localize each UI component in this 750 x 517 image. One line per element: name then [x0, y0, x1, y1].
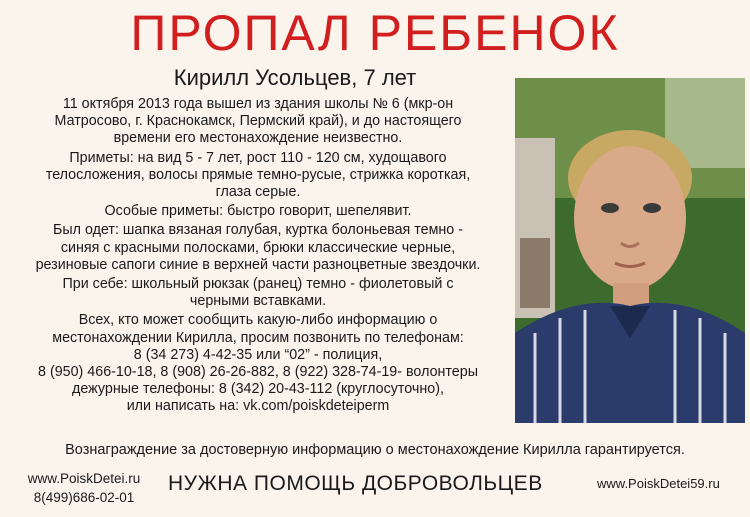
text-line: Приметы: на вид 5 - 7 лет, рост 110 - 120 см, худощавого	[69, 149, 447, 166]
text-line: Матросово, г. Краснокамск, Пермский край), и до настоящего	[54, 113, 462, 130]
website-link-right: www.PoiskDetei59.ru	[597, 476, 720, 491]
text-line: черными вставками.	[189, 293, 327, 310]
text-line: местонахождении Кирилла, просим позвонить по телефонам:	[52, 329, 464, 346]
volunteers-needed-banner: НУЖНА ПОМОЩЬ ДОБРОВОЛЬЦЕВ	[168, 472, 543, 495]
text-line: При себе: школьный рюкзак (ранец) темно - фиолетовый с	[62, 276, 454, 293]
paragraph-disappearance	[4, 96, 512, 148]
text-line: дежурные телефоны: 8 (342) 20-43-112 (круглосуточно),	[72, 381, 444, 398]
phone-number: 8(499)686-02-01	[33, 490, 135, 505]
website-link-left: www.PoiskDetei.ru	[27, 471, 141, 486]
child-name-age: Кирилл Усольцев, 7 лет	[173, 65, 417, 90]
paragraph-contacts	[4, 312, 512, 415]
paragraph-appearance	[4, 150, 512, 202]
text-line: 8 (950) 466-10-18, 8 (908) 26-26-882, 8 (922) 328-74-19- волонтеры	[38, 364, 478, 381]
text-line: времени его местонахождение неизвестно.	[113, 130, 403, 147]
text-line: глаза серые.	[215, 184, 301, 201]
paragraph-clothing	[4, 222, 512, 274]
text-line: Всех, кто может сообщить какую-либо информацию о	[78, 312, 438, 329]
text-line: телосложения, волосы прямые темно-русые, стрижка короткая,	[45, 166, 471, 183]
text-line: Особые приметы: быстро говорит, шепелявит.	[104, 203, 412, 220]
footer-left-contacts	[14, 469, 154, 507]
text-line: резиновые сапоги синие в верхней части разноцветные звездочки.	[35, 256, 481, 273]
text-line: или написать на: vk.com/poiskdeteiperm	[126, 398, 390, 415]
child-portrait-illustration	[515, 78, 745, 423]
page-title: ПРОПАЛ РЕБЕНОК	[130, 5, 620, 61]
text-line: 8 (34 273) 4-42-35 или “02” - полиция,	[133, 346, 383, 363]
description-text	[4, 96, 512, 418]
child-photo	[515, 78, 745, 423]
text-line: синяя с красными полосками, брюки классические черные,	[60, 239, 456, 256]
paragraph-special-signs	[4, 203, 512, 220]
paragraph-belongings	[4, 276, 512, 310]
text-line: 11 октября 2013 года вышел из здания школы № 6 (мкр-он	[62, 96, 454, 112]
reward-notice: Вознаграждение за достоверную информацию о местонахождение Кирилла гарантируется.	[65, 442, 685, 458]
text-line: Был одет: шапка вязаная голубая, куртка болоньевая темно -	[52, 222, 463, 239]
